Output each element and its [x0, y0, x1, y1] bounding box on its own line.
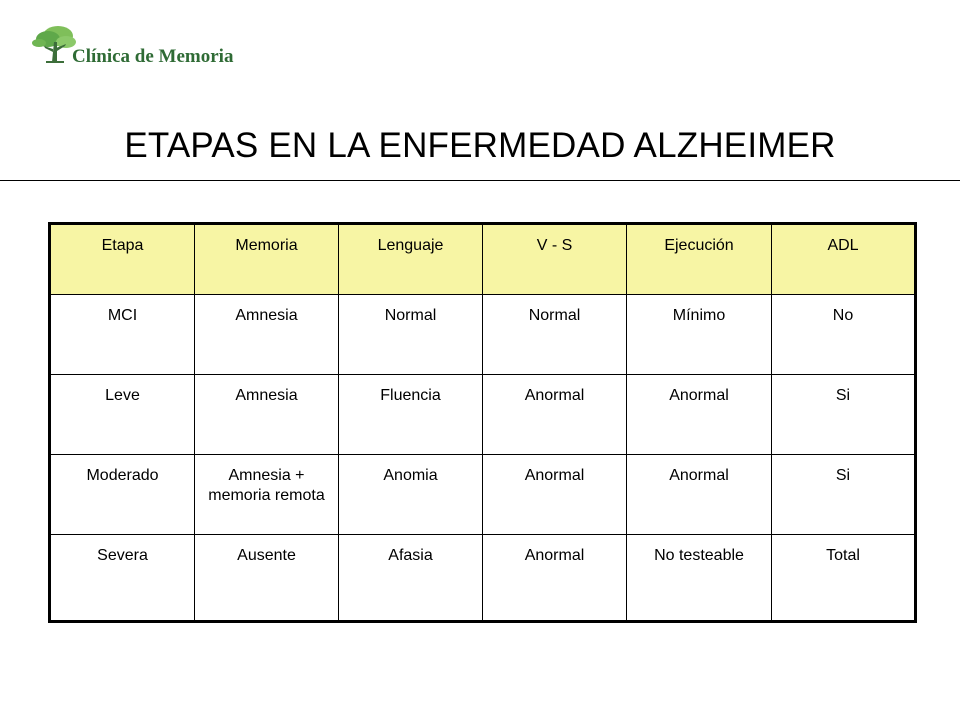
brand-logo — [28, 22, 268, 74]
table-cell: Normal — [339, 295, 483, 375]
table-row — [50, 295, 916, 375]
table-cell: Leve — [50, 375, 195, 455]
table-row — [50, 535, 916, 622]
table-cell: Moderado — [50, 455, 195, 535]
column-header: Lenguaje — [339, 224, 483, 295]
title-divider — [0, 180, 960, 181]
table-cell: MCI — [50, 295, 195, 375]
alzheimer-stages-table — [48, 222, 917, 623]
table-cell: Si — [772, 375, 916, 455]
table-header-row — [50, 224, 916, 295]
table-cell: Anormal — [627, 375, 772, 455]
table-row — [50, 455, 916, 535]
slide-title: ETAPAS EN LA ENFERMEDAD ALZHEIMER — [124, 126, 836, 165]
table-cell: Si — [772, 455, 916, 535]
table-cell: Anormal — [483, 455, 627, 535]
table-cell: Amnesia + memoria remota — [195, 455, 339, 535]
table-cell: Total — [772, 535, 916, 622]
table-cell: Afasia — [339, 535, 483, 622]
column-header: Ejecución — [627, 224, 772, 295]
table-row — [50, 375, 916, 455]
table-cell: Normal — [483, 295, 627, 375]
column-header: ADL — [772, 224, 916, 295]
column-header: Etapa — [50, 224, 195, 295]
brand-name: Clínica de Memoria — [72, 46, 234, 67]
table-cell: Ausente — [195, 535, 339, 622]
table-cell: Fluencia — [339, 375, 483, 455]
table-cell: Anomia — [339, 455, 483, 535]
table-cell: Anormal — [483, 535, 627, 622]
table-cell: Severa — [50, 535, 195, 622]
table-cell: No testeable — [627, 535, 772, 622]
table-cell: Mínimo — [627, 295, 772, 375]
table-cell: Amnesia — [195, 375, 339, 455]
table-cell: Anormal — [627, 455, 772, 535]
column-header: V - S — [483, 224, 627, 295]
table-cell: No — [772, 295, 916, 375]
table-cell: Amnesia — [195, 295, 339, 375]
column-header: Memoria — [195, 224, 339, 295]
table-cell: Anormal — [483, 375, 627, 455]
